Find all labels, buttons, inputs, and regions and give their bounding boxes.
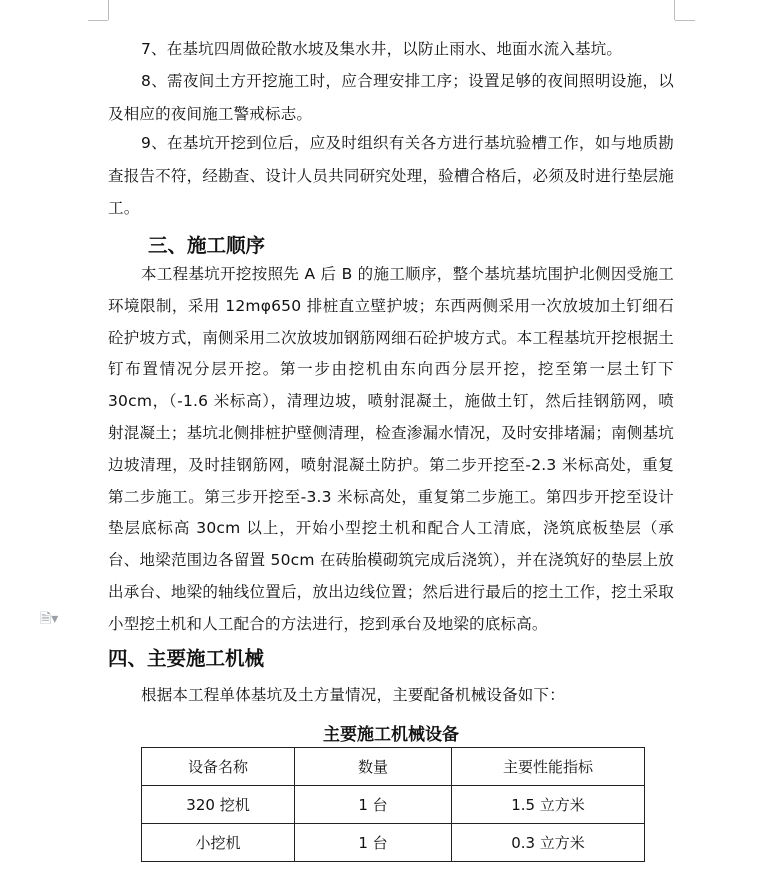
paragraph-item-8: 8、需夜间土方开挖施工时，应合理安排工序；设置足够的夜间照明设施，以及相应的夜间施工警戒标志。 (108, 72, 674, 123)
margin-mark-left-horizontal (88, 20, 108, 21)
paragraph-item-7: 7、在基坑四周做砼散水坡及集水井，以防止雨水、地面水流入基坑。 (141, 40, 623, 58)
margin-mark-right-vertical (674, 0, 675, 20)
table-cell: 320 挖机 (142, 786, 295, 824)
table-row (142, 786, 645, 824)
construction-sequence-body: 本工程基坑开挖按照先 A 后 B 的施工顺序，整个基坑基坑围护北侧因受施工环境限制，采用 12mφ650 排桩直立壁护坡；东西两侧采用一次放坡加土钉细石砼护坡方式，南侧采用二次放坡加钢筋网细石砼护坡方式。本工程基坑开挖根据土钉布置情况分层开挖。第一步由挖机由东向西分层开挖，挖至第一层土钉下 30cm，（-1.6 米标高），清理边坡，喷射混凝土，施做土钉，然后挂钢筋网，喷射混凝土；基坑北侧排桩护壁侧清理，检查渗漏水情况，及时安排堵漏；南侧基坑边坡清理，及时挂钢筋网，喷射混凝土防护。第二步开挖至-2.3 米标高处，重复第二步施工。第三步开挖至-3.3 米标高处，重复第二步施工。第四步开挖至设计垫层底标高 30cm 以上，开始小型挖土机和配合人工清底，浇筑底板垫层（承台、地梁范围边各留置 50cm 在砖胎模砌筑完成后浇筑），并在浇筑好的垫层上放出承台、地梁的轴线位置后，放出边线位置；然后进行最后的挖土工作，挖土采取小型挖土机和人工配合的方法进行，挖到承台及地梁的底标高。 (108, 265, 674, 633)
table-caption: 主要施工机械设备 (323, 725, 459, 745)
margin-mark-right-horizontal (675, 20, 695, 21)
table-cell: 1 台 (295, 824, 452, 862)
machinery-table (141, 747, 645, 862)
table-cell: 小挖机 (142, 824, 295, 862)
table-header-cell: 数量 (295, 748, 452, 786)
table-cell: 1.5 立方米 (452, 786, 645, 824)
document-icon[interactable]: 🗎▾ (40, 611, 59, 627)
margin-mark-left-vertical (108, 0, 109, 20)
table-header-cell: 设备名称 (142, 748, 295, 786)
table-cell: 1 台 (295, 786, 452, 824)
section-heading-main-machinery: 四、主要施工机械 (108, 647, 265, 670)
table-header-cell: 主要性能指标 (452, 748, 645, 786)
section-heading-construction-sequence: 三、施工顺序 (148, 234, 266, 257)
machinery-intro: 根据本工程单体基坑及土方量情况，主要配备机械设备如下： (141, 686, 565, 704)
paragraph-item-9: 9、在基坑开挖到位后，应及时组织有关各方进行基坑验槽工作，如与地质勘查报告不符，经勘查、设计人员共同研究处理，验槽合格后，必须及时进行垫层施工。 (108, 134, 674, 217)
table-row (142, 824, 645, 862)
table-cell: 0.3 立方米 (452, 824, 645, 862)
table-header-row (142, 748, 645, 786)
